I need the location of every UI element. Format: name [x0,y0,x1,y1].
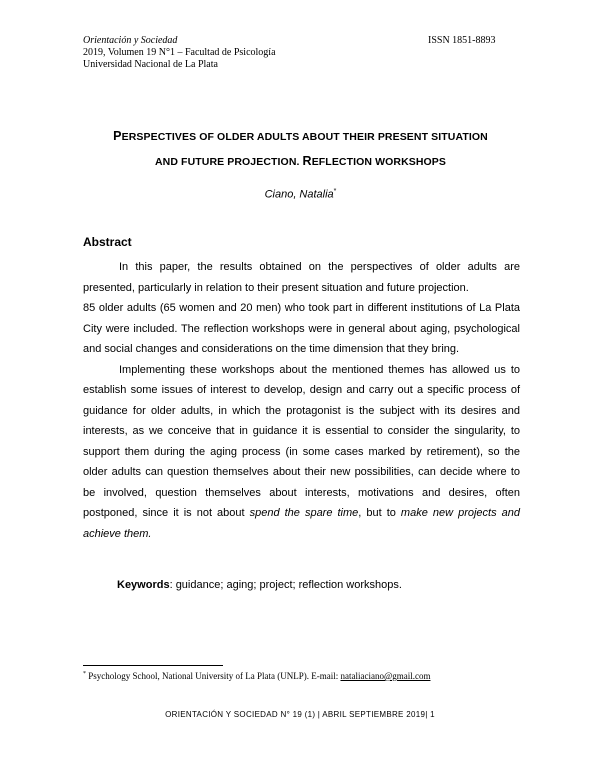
title-line1-rest: ERSPECTIVES OF OLDER ADULTS ABOUT THEIR PRESENT SITUATION [121,131,488,143]
abstract-paragraph-1: In this paper, the results obtained on the perspectives of older adults are presented, particularly in relation to their present situation and future projection. [83,261,520,294]
author-footnote-marker: * [333,188,337,195]
p3-text-a: Implementing these workshops about the mentioned themes has allowed us to establish some issues of interest to develop, design and carry out a specific process of guidance for older adults, in which the protagonist is the subject with its desires and interests, as we conceive that in guidance it is essential to consider the singularity, to support them during the aging process (in some cases marked by retirement), so the older adults can question themselves about their new possibilities, can decide where to be involved, question themselves about interests, motivations and desires, often postponed, since it is not about [83,363,520,519]
abstract-body [83,257,520,544]
title-cap-p: P [113,129,122,143]
abstract-paragraph-3 [83,360,520,545]
footnote-rule [83,665,223,666]
footnote-text: Psychology School, National University of La Plata (UNLP). E-mail: [86,671,341,681]
running-header [83,35,276,71]
footnote-marker: * [83,671,86,677]
author-name: Ciano, Natalia [264,188,334,201]
title-line2-a: AND FUTURE PROJECTION. [154,156,303,168]
title-cap-r: R [302,154,312,168]
volume-line: 2019, Volumen 19 N°1 – Facultad de Psicología [83,47,276,58]
page-footer: ORIENTACIÓN Y SOCIEDAD N° 19 (1) | ABRIL SEPTIEMBRE 2019| 1 [165,710,435,719]
keywords-text: : guidance; aging; project; reflection workshops. [169,579,402,591]
footnote [83,671,430,681]
keywords [117,579,402,591]
issn: ISSN 1851-8893 [428,35,496,46]
p3-emphasis-2: make new projects and achieve them. [83,507,520,540]
journal-name: Orientación y Sociedad [83,35,178,46]
email-link[interactable]: nataliaciano@gmail.com [340,671,431,681]
p3-text-b: , but to [358,507,401,519]
keywords-label: Keywords [117,579,170,591]
p3-emphasis-1: spend the spare time [249,507,359,519]
paper-title [83,124,518,174]
title-line-2 [83,149,518,174]
abstract-heading: Abstract [83,235,132,249]
title-line-1 [83,124,518,149]
university-line: Universidad Nacional de La Plata [83,59,218,70]
author [83,188,518,201]
abstract-paragraph-2: 85 older adults (65 women and 20 men) who took part in different institutions of La Plata City were included. The reflection workshops were in general about aging, psychological and social changes and considerations on the time dimension that they bring. [83,302,520,355]
title-line2-b: EFLECTION WORKSHOPS [311,156,447,168]
